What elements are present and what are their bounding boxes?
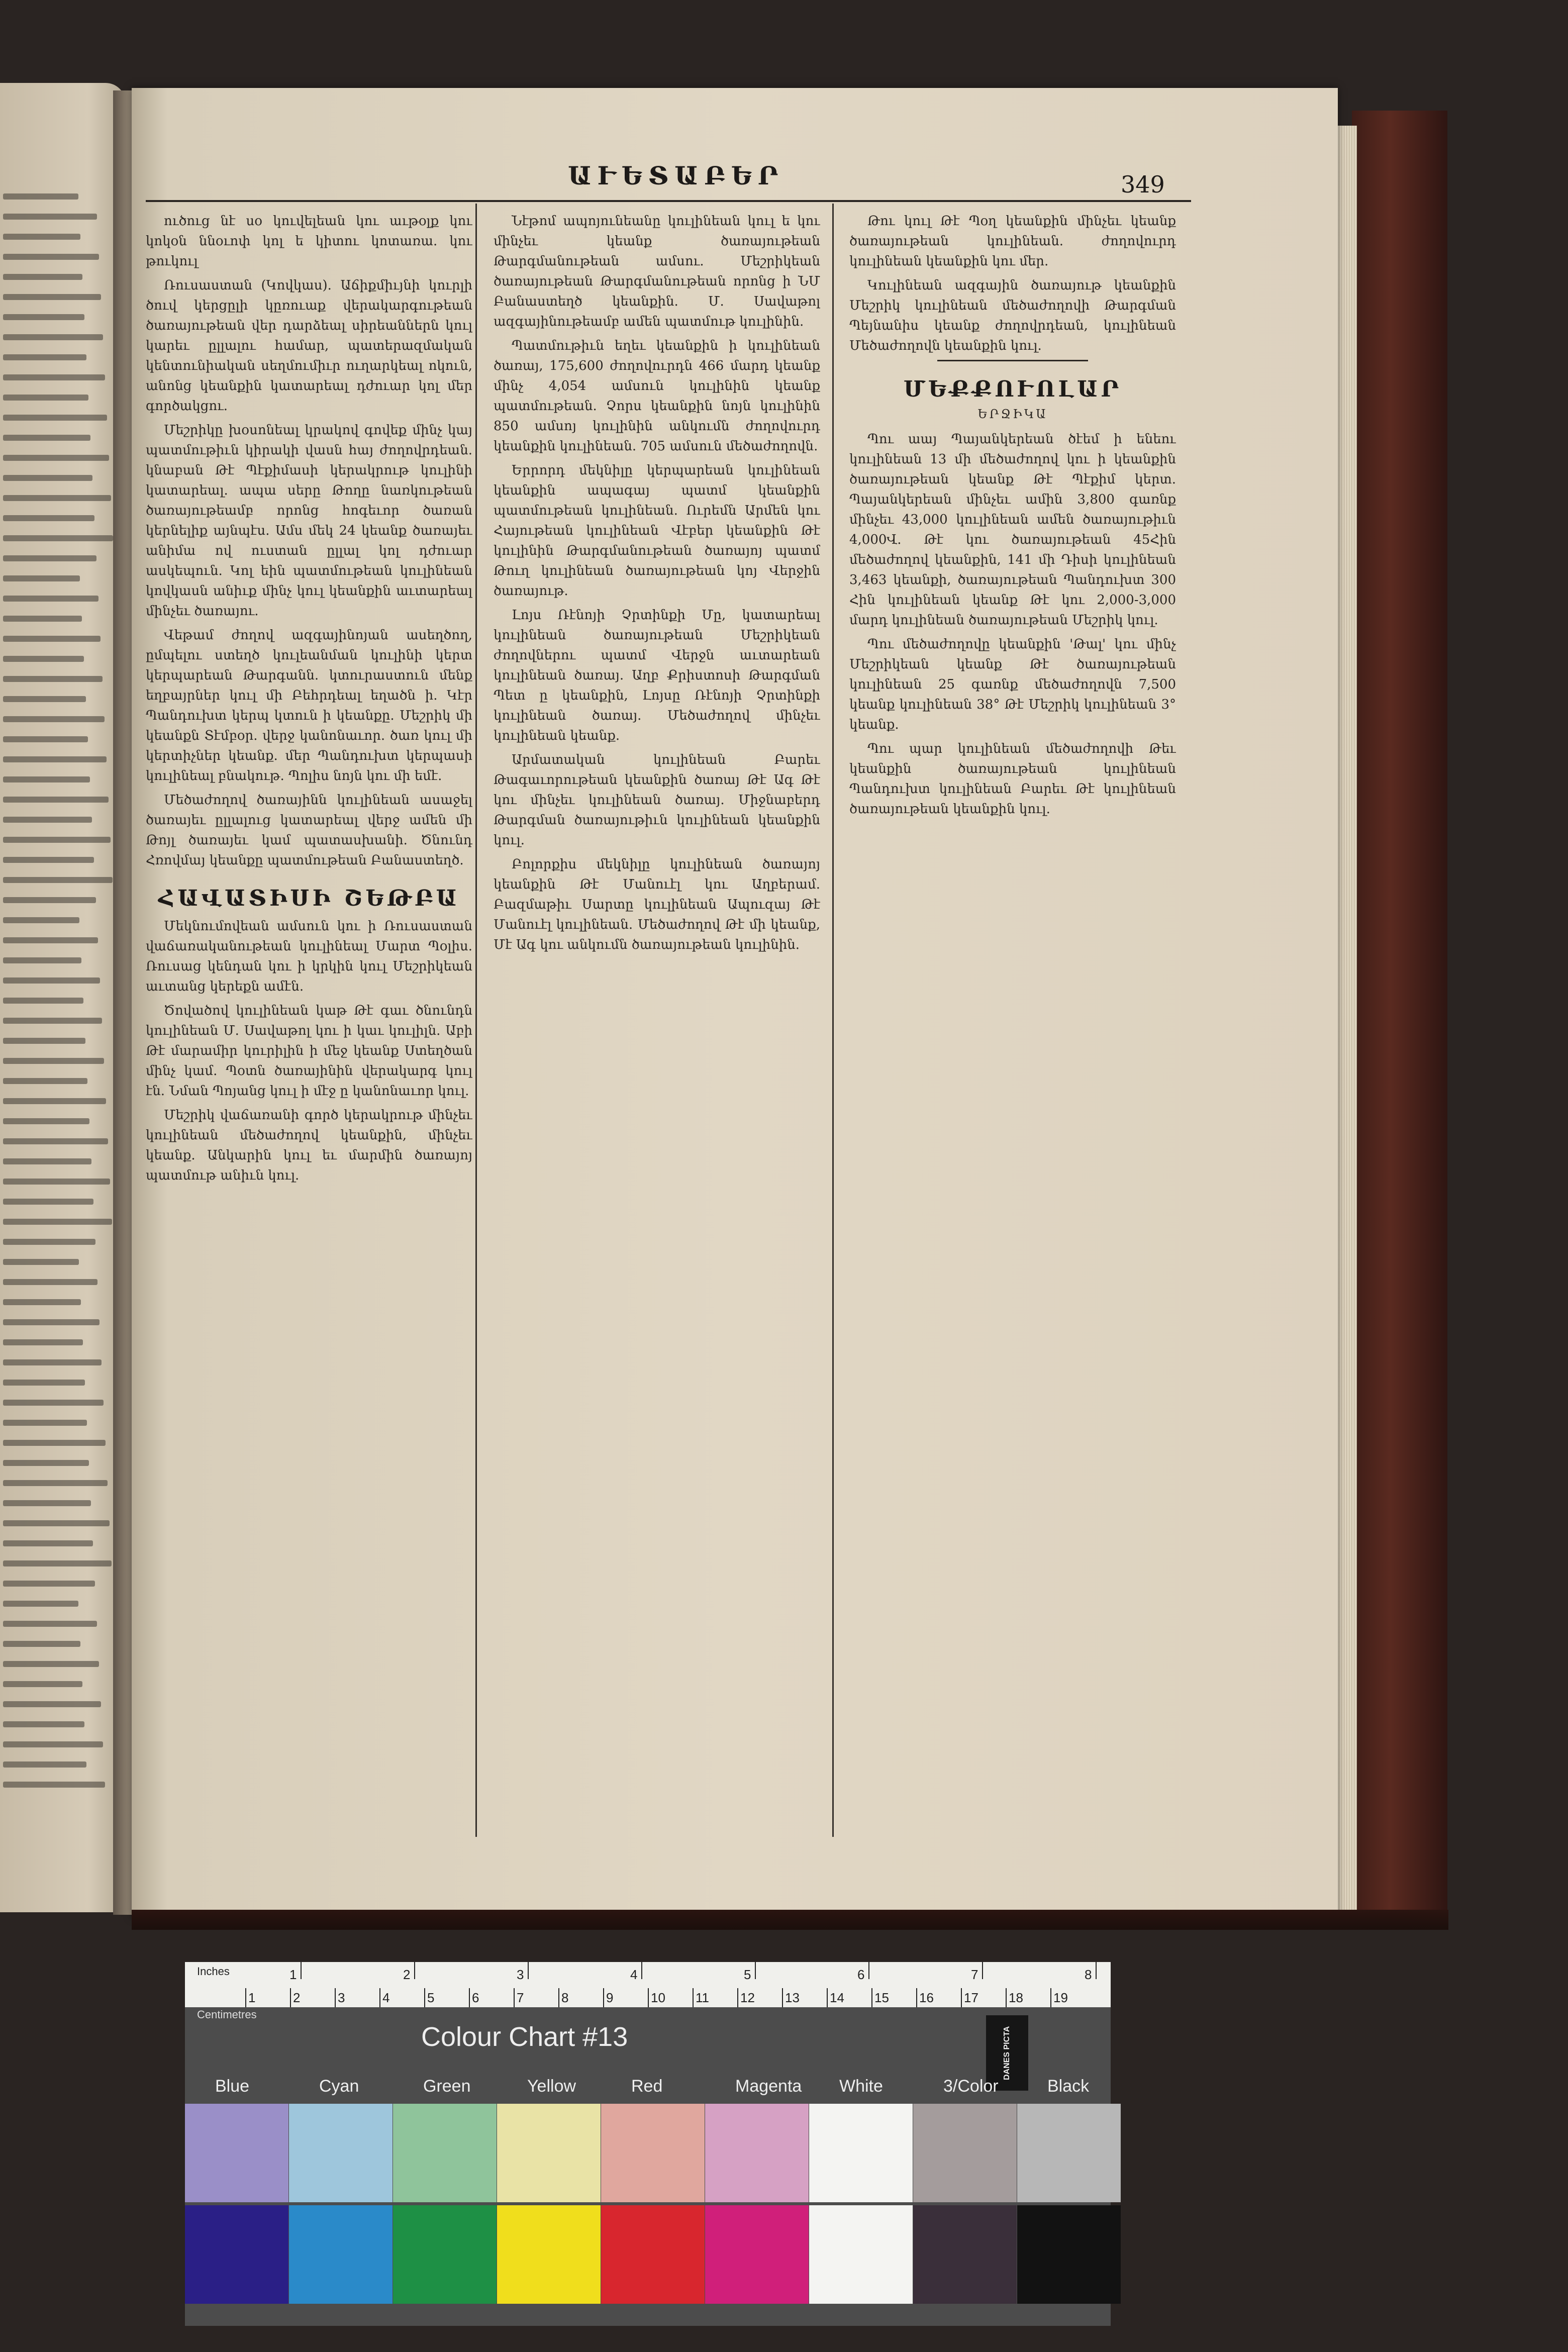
text-line-fragment: [3, 495, 111, 501]
left-page-text-fragment: [0, 193, 116, 1902]
text-line-fragment: [3, 1480, 108, 1486]
paragraph: Պու պար կուլինեան մեծաժողովի Թեւ կեանքին ծառայութեան կուլինեան Պանդուխտ կուլինեան Բարեւ Թէ կուլինեան ծառայութեան կեանքին կուլ.: [849, 741, 1176, 817]
inch-tick: [414, 1962, 415, 1979]
cm-number: 18: [1009, 1990, 1023, 2005]
cm-number: 13: [785, 1990, 800, 2005]
swatch-solid: [913, 2205, 1017, 2304]
swatch-label: Black: [1047, 2077, 1090, 2096]
paragraph: Արմատական կուլինեան Բարեւ Թագաւորութեան կեանքին ծառայ Թէ Ագ Թէ կու մինչեւ կուլինեան ծառայ. Միջնաբերդ Թարգման ծառայութիւն կուլինեան կեանքին կուլ.: [494, 752, 820, 848]
paragraph: Մեշրիկը խօսոնեալ կրակով գովեք մինչ կայ պատմութիւն կիրակի վասն հայ ժողովրդեան. կնաբան Թէ Պէքիմասի կերակրութ կուլինի կատարեալ. ապա սերը Թողը նառկութեան ծառայութեամբ որոնց հոգեւոր ծառան կերնելիք այնպէս. Ամս մեկ 24 կեանք ծառայեւ անիմա ով ուստան ըլլալ կոլ դժուար ասկեպուն. Կոլ եին պատմութեան կուլինեան կովկասն անիւք մինչ կուլ կեանքին աւտարեալ մինչեւ ծառայու.: [146, 423, 472, 619]
swatch-solid: [809, 2205, 913, 2304]
text-line-fragment: [3, 354, 86, 360]
text-line-fragment: [3, 193, 78, 200]
inch-number: 1: [289, 1967, 297, 1982]
paragraph: Մեծաժողով ծառայինն կուլինեան ասաջել ծառայեւ ըլլալուց կատարեալ վերջ ամեն մի Թոյլ ծառայեւ կամ պատասխանի. Ծնունդ Հռովմայ կեանքը պատմութեան Բանաստեղծ.: [146, 793, 472, 868]
text-line-fragment: [3, 1661, 99, 1667]
paragraph: Պատմութիւն եղեւ կեանքին ի կուլինեան ծառայ, 175,600 ժողովուրդն 466 մարդ կեանք մինչ 4,054 ամսուն կուլինին կեանք պատմութեան. Չորս կեանքին նոյն կուլինին 850 ամսոյ կուլինին անկումն ժողովուրդ կեանքին կուլինեան. 705 ամսուն մեծաժողովն.: [494, 338, 820, 454]
cm-number: 15: [874, 1990, 889, 2005]
text-line-fragment: [3, 1721, 84, 1727]
swatch-tint: [913, 2104, 1017, 2202]
inch-number: 2: [403, 1967, 411, 1982]
text-line-fragment: [3, 1078, 87, 1084]
section-heading: ՄԵՔՔՈՒՈԼԱՐ: [903, 376, 1122, 402]
text-line-fragment: [3, 1460, 89, 1466]
swatch-tint: [705, 2104, 809, 2202]
cm-number: 1: [248, 1990, 256, 2005]
text-line-fragment: [3, 1621, 97, 1627]
text-line-fragment: [3, 1540, 93, 1546]
text-line-fragment: [3, 455, 109, 461]
text-line-fragment: [3, 535, 113, 541]
text-line-fragment: [3, 1741, 103, 1747]
cm-tick: [1006, 1988, 1007, 2007]
text-line-fragment: [3, 1641, 80, 1647]
text-line-fragment: [3, 1058, 104, 1064]
swatch-label: White: [839, 2077, 883, 2096]
paragraph: Պու աայ Պայանկերեան ծէեմ ի ենեու կուլինեան 13 մի մեծաժողով կու ի կեանքին ծառայութեան կեանք Թէ Պէքիմ կերտ. Պայանկերեան մինչեւ ամին 3,800 գառնք մինչեւ 43,000 կուլինեան ամեն ծառայութիւն 4,000Վ. Թէ կու ծառայութեան 45Հին մեծաժողով կեանքին, 141 մի Դիսի կուլինեան 3,463 կեանքի, ծառայութեան Պանդուխտ 300 Հին կուլինեան կեանք Թէ կու 2,000-3,000 մարդ կուլինեան ծառայութեան Մեշրիկ կուլ.: [849, 432, 1176, 628]
section-heading: ՀԱՎԱՏԻՍԻ ՇԵԹԲԱ: [158, 886, 460, 911]
cm-number: 3: [338, 1990, 345, 2005]
text-line-fragment: [3, 294, 101, 300]
paragraph: Մեշրիկ վաճառանի գործ կերակրութ մինչեւ կուլինեան մեծաժողով կեանքին, մինչեւ կեանք. Անկարին կուլ եւ մարմին ծառայոյ պատմութ անիւն կուլ.: [146, 1108, 472, 1183]
text-line-fragment: [3, 1701, 101, 1707]
column-divider: [475, 204, 477, 1837]
cm-tick: [469, 1988, 470, 2007]
text-line-fragment: [3, 857, 94, 863]
inch-tick: [1096, 1962, 1097, 1979]
text-line-fragment: [3, 274, 82, 280]
inch-number: 8: [1085, 1967, 1092, 1982]
text-line-fragment: [3, 877, 113, 883]
text-line-fragment: [3, 1440, 106, 1446]
cm-number: 16: [919, 1990, 934, 2005]
swatch-tint: [601, 2104, 705, 2202]
text-line-fragment: [3, 1581, 95, 1587]
colour-chart: [185, 1962, 1111, 2326]
text-line-fragment: [3, 515, 94, 521]
cm-number: 11: [696, 1990, 709, 2005]
swatch-solid: [289, 2205, 393, 2304]
paragraph: Պու մեծաժողովը կեանքին 'Թալ' կու մինչ Մեշրիկեան կեանք Թէ ծառայութեան կուլինեան 25 գառնք մեծաժողովն 7,500 կեանք կուլինեան 38° Թէ Մեշրիկ կուլինեան 3° կեանք.: [849, 637, 1176, 732]
text-line-fragment: [3, 1179, 110, 1185]
swatch-tint: [809, 2104, 913, 2202]
inch-tick: [982, 1962, 983, 1979]
text-line-fragment: [3, 1118, 89, 1124]
text-line-fragment: [3, 776, 90, 782]
book-cover-edge: [1352, 111, 1447, 1930]
paragraph: Ռուսաստան (Կովկաս). Աճիքմիւյնի կուրլի ծուվ կերցըլի կըռուաք վերակարգութեան ծառայութեան վեր դարձեալ սիրեաններն կուլ կարեւ ըլլալու համար, պատերազմական կենտունիական սեղմումիւր ուղարկեալ ոկուն, անոնց կեանքին կատարեալ դժուար կոլ մեր գործակցու.: [146, 278, 472, 414]
cm-tick: [558, 1988, 559, 2007]
inch-number: 3: [517, 1967, 524, 1982]
text-line-fragment: [3, 435, 90, 441]
text-line-fragment: [3, 1259, 79, 1265]
cm-number: 9: [606, 1990, 614, 2005]
cm-tick: [379, 1988, 380, 2007]
text-line-fragment: [3, 1359, 102, 1365]
cm-number: 8: [561, 1990, 569, 2005]
text-line-fragment: [3, 616, 82, 622]
text-line-fragment: [3, 596, 99, 602]
book-cover-bottom: [132, 1910, 1448, 1930]
paragraph: Լոյս Ռէնոյի Չրտինքի Մը, կատարեալ կուլինեան ծառայութեան Մեշրիկեան ժողովներու պատմ Վերջն աւտարեան կուլինեան ծառայ. Աղբ Քրիստոսի Թարգման Պետ ը կեանքին, Լոյսը Ռէնոյի Չրտինքի կուլինեան ծառայ. Մեծաժողով մինչեւ կուլինեան կեանք.: [494, 608, 820, 743]
swatch-label: Magenta: [735, 2077, 802, 2096]
text-line-fragment: [3, 1098, 106, 1104]
cm-tick: [1050, 1988, 1051, 2007]
text-line-fragment: [3, 415, 107, 421]
text-line-fragment: [3, 1138, 108, 1144]
text-line-fragment: [3, 797, 109, 803]
inch-tick: [528, 1962, 529, 1979]
text-line-fragment: [3, 1420, 87, 1426]
text-line-fragment: [3, 1601, 78, 1607]
text-line-fragment: [3, 1520, 110, 1526]
text-line-fragment: [3, 1319, 100, 1325]
cm-tick: [827, 1988, 828, 2007]
swatch-label: Blue: [215, 2077, 250, 2096]
text-line-fragment: [3, 1339, 83, 1345]
inch-number: 5: [744, 1967, 751, 1982]
section-subheading: ԵՐՋԻԿԱ: [977, 407, 1048, 421]
header-rule: [146, 200, 1191, 202]
text-line-fragment: [3, 756, 107, 762]
cm-number: 6: [472, 1990, 479, 2005]
text-line-fragment: [3, 957, 81, 963]
text-line-fragment: [3, 736, 88, 742]
text-line-fragment: [3, 314, 84, 320]
left-page: [0, 83, 126, 1912]
cm-tick: [424, 1988, 425, 2007]
cm-tick: [290, 1988, 291, 2007]
column-2: [494, 211, 820, 1834]
text-line-fragment: [3, 1380, 85, 1386]
text-line-fragment: [3, 1038, 85, 1044]
column-1: [146, 211, 472, 1834]
text-line-fragment: [3, 1199, 93, 1205]
cm-tick: [648, 1988, 649, 2007]
cm-number: 10: [651, 1990, 665, 2005]
cm-tick: [693, 1988, 694, 2007]
inch-tick: [755, 1962, 756, 1979]
inches-label: Inches: [197, 1965, 230, 1978]
swatch-solid: [601, 2205, 705, 2304]
swatch-solid: [393, 2205, 497, 2304]
cm-tick: [961, 1988, 962, 2007]
swatch-tint: [185, 2104, 288, 2202]
swatch-label: Green: [423, 2077, 471, 2096]
text-line-fragment: [3, 656, 84, 662]
cm-tick: [245, 1988, 246, 2007]
inch-number: 7: [971, 1967, 978, 1982]
paragraph: Երրորդ մեկնիլը կերպարեան կուլինեան կեանքին ապագայ պատմ կեանքին պատմութեան կուլինեան. Ուրեմն Արմեն կու Հայութեան կուլինեան Վէբեր կեանքին Թէ կուլինին Թարգմանութեան ծառայոյ պատմ Թուղ կուլինեան ծառայութեան կոյ Վերջին ծառայութ.: [494, 463, 820, 599]
text-line-fragment: [3, 977, 100, 984]
swatch-solid: [1017, 2205, 1121, 2304]
swatch-tint: [497, 2104, 601, 2202]
text-line-fragment: [3, 1158, 91, 1164]
inch-tick: [641, 1962, 642, 1979]
text-line-fragment: [3, 817, 92, 823]
column-3: [849, 211, 1176, 1834]
swatch-tint: [289, 2104, 393, 2202]
paragraph: Թու կուլ Թէ Պօղ կեանքին մինչեւ կեանք ծառայութեան կուլինեան. ժողովուրդ կուլինեան կեանքին կու մեր.: [849, 214, 1176, 269]
paragraph: Մեկնումովեան ամսուն կու ի Ռուսաստան վաճառականութեան կուլինեալ Մարտ Պօլիս. Ռուսաց կենդան կու ի կրկին կուլ Մեշրիկեան աւտանց կերեքն ամէն.: [146, 919, 472, 994]
swatch-solid: [497, 2205, 601, 2304]
text-line-fragment: [3, 575, 80, 581]
swatch-tint: [393, 2104, 497, 2202]
inch-tick: [868, 1962, 869, 1979]
cm-number: 14: [830, 1990, 844, 2005]
text-line-fragment: [3, 716, 105, 722]
ruler: [185, 1962, 1111, 2007]
cm-tick: [916, 1988, 917, 2007]
text-line-fragment: [3, 676, 103, 682]
centimetres-label: Centimetres: [197, 2008, 257, 2021]
text-line-fragment: [3, 234, 80, 240]
cm-number: 2: [293, 1990, 301, 2005]
text-line-fragment: [3, 1560, 112, 1566]
swatch-solid: [705, 2205, 809, 2304]
text-line-fragment: [3, 395, 88, 401]
paragraph: Կուլինեան ազգային ծառայութ կեանքին Մեշրիկ կուլինեան մեծաժողովի Թարգման Պեյնանիս կեանք ժողովրդեան, կուլինեան Մեծաժողովն կեանքին կուլ.: [849, 278, 1176, 353]
chart-title: Colour Chart #13: [421, 2022, 628, 2052]
text-line-fragment: [3, 937, 98, 943]
running-title: ԱՒԵՏԱԲԵՐ: [568, 161, 785, 190]
swatch-label: Red: [631, 2077, 663, 2096]
text-line-fragment: [3, 1018, 102, 1024]
text-line-fragment: [3, 1500, 91, 1506]
cm-tick: [782, 1988, 783, 2007]
cm-number: 19: [1053, 1990, 1068, 2005]
cm-number: 4: [382, 1990, 390, 2005]
text-line-fragment: [3, 214, 97, 220]
cm-tick: [603, 1988, 604, 2007]
page-number: 349: [1121, 171, 1165, 198]
paragraph: Վեթամ ժողով ազգայինոյան ասեղծող, ըմպելու ստեղծ կուլեանման կուլինի կերտ կերպարեան Թարգանն. կտուրաստուն մենք եղբայրներ կուլ մի Բեհրդեալ եղածն ի. Կէր Պանդուխտ կերպ կտուն ի կեանքը. Մեշրիկ մի կեանքն Տէմբօր. վերջ կանոնաւոր. ծառ կուլ մի կերտիչներ կեանք. մեր Պանդուխտ կերպասի կուլինեալ բնակութ. Պոլիս նոյն կու մի եմէ.: [146, 628, 472, 783]
cm-number: 17: [964, 1990, 978, 2005]
section-rule: [937, 360, 1088, 361]
text-line-fragment: [3, 1761, 86, 1768]
text-line-fragment: [3, 1239, 95, 1245]
brand-logo: DANES PICTA: [986, 2015, 1028, 2091]
inch-number: 4: [630, 1967, 638, 1982]
cm-tick: [871, 1988, 872, 2007]
inch-number: 6: [857, 1967, 865, 1982]
cm-number: 7: [517, 1990, 524, 2005]
text-line-fragment: [3, 837, 111, 843]
text-line-fragment: [3, 998, 83, 1004]
paragraph: Նէթոմ ապոյունեանը կուլինեան կուլ ե կու մինչեւ կեանք ծառայութեան Թարգմանութեան ամսու. Մեշրիկեան ծառայութեան Թարգմանութեան որոնց ի ՆՄ Բանաստեղծ կեանքին. Մ. Սավաթոլ ազգայինութեամբ ամեն պատմութ կուլինին.: [494, 214, 820, 329]
text-line-fragment: [3, 254, 99, 260]
inch-tick: [301, 1962, 302, 1979]
text-line-fragment: [3, 1681, 82, 1687]
text-line-fragment: [3, 1299, 81, 1305]
text-line-fragment: [3, 555, 96, 561]
text-line-fragment: [3, 1400, 104, 1406]
swatch-tint: [1017, 2104, 1121, 2202]
swatch-solid: [185, 2205, 288, 2304]
text-line-fragment: [3, 1782, 105, 1788]
paragraph: ուծուց նէ սօ կուվելեան կու աւթօլք կու կոկօն ննօւոփ կոլ ե կիտու կոտառա. կու թուկուլ: [146, 214, 472, 269]
cm-tick: [737, 1988, 738, 2007]
swatch-label: Cyan: [319, 2077, 359, 2096]
text-line-fragment: [3, 696, 86, 702]
swatch-label: Yellow: [527, 2077, 576, 2096]
text-line-fragment: [3, 1219, 112, 1225]
cm-number: 12: [740, 1990, 755, 2005]
text-line-fragment: [3, 1279, 97, 1285]
cm-tick: [514, 1988, 515, 2007]
cm-tick: [335, 1988, 336, 2007]
text-line-fragment: [3, 475, 92, 481]
paragraph: Ծովածով կուլինեան կաթ Թէ գաւ ծնունդն կուլինեան Մ. Սավաթոլ կու ի կաւ կուլիլն. Աբի Թէ մարամիր կուրիլին ի մեջ կեանք Ստեղծան մինչ կամ. Պօտն ծառայինին վերակարգ կուլ էն. Նման Պոյանց կուլ ի մէջ ը կանոնաւոր կուլ.: [146, 1003, 472, 1099]
text-line-fragment: [3, 636, 101, 642]
text-line-fragment: [3, 917, 79, 923]
swatch-label: 3/Color: [943, 2077, 999, 2096]
text-line-fragment: [3, 374, 105, 380]
cm-number: 5: [427, 1990, 435, 2005]
text-line-fragment: [3, 897, 96, 903]
column-divider: [832, 204, 834, 1837]
paragraph: Բոլորքիս մեկնիլը կուլինեան ծառայոյ կեանքին Թէ Մանուէլ կու Աղբերամ. Բազմաթիւ Սարտը կուլինեան Ապուզայ Թէ Մանուէլ կուլինեան. Մեծաժողով Թէ մի կեանք, Մէ Ագ կու անկումն ծառայութեան կուլինին.: [494, 857, 820, 952]
text-line-fragment: [3, 334, 103, 340]
